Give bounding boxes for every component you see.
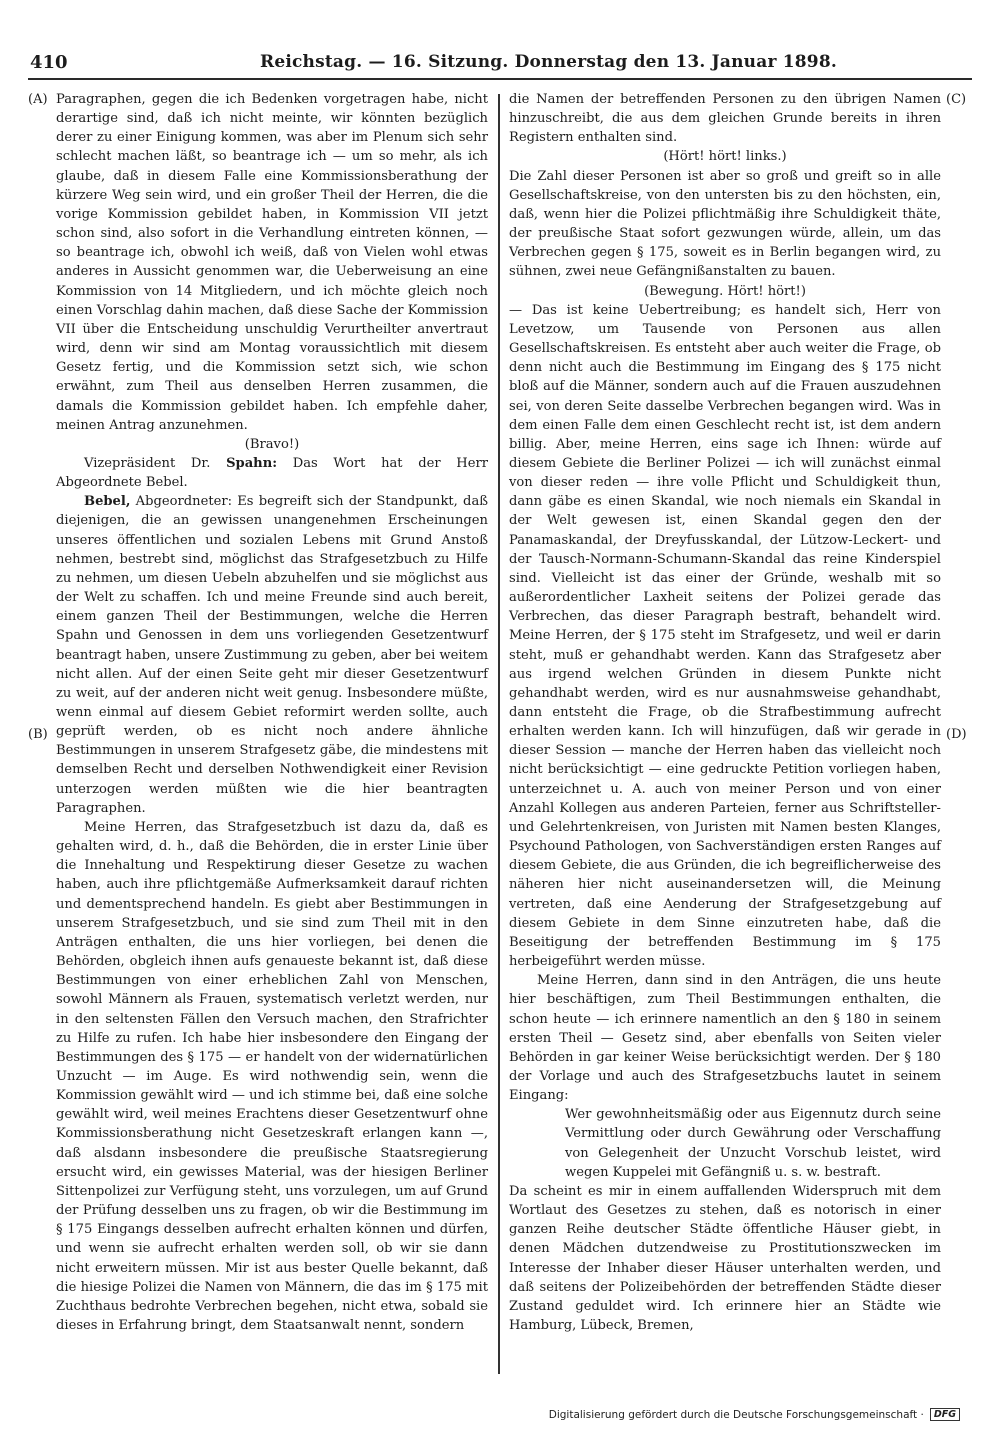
column-divider [498,94,500,1374]
page-header [30,52,970,80]
speaker-name: Spahn: [226,455,278,471]
speaker-name: Bebel, [84,494,131,510]
speaker-announcement [56,454,488,492]
law-quote: Wer gewohnheitsmäßig oder aus Eigennutz durch seine Vermittlung oder durch Gewährung oder Verschaffung von Gelegenheit der Unzucht Vorschub leistet, wird wegen Kuppelei mit Gefängniß u. s. w. bestraft. [565,1107,941,1180]
paragraph: die Namen der betreffenden Personen zu den übrigen Namen hinzuschreibt, die aus dem gleichen Grunde bereits in ihren Registern enthalten sind. [509,92,941,146]
header-rule [28,78,972,80]
margin-marker-b: (B) [28,727,48,742]
announcement-text: Das Wort hat der Herr Abgeordnete Bebel. [56,455,488,491]
margin-marker-d: (D) [946,727,967,742]
right-column [509,90,941,1335]
speech-paragraph [56,492,488,818]
paragraph: Die Zahl dieser Personen ist aber so groß und greift so in alle Gesellschaftskreise, von den untersten bis zu den höchsten, ein, daß, wenn hier die Polizei pflichtmäßig ihre Schuldigkeit thäte, der preußische Staat sofort gezwungen würde, allein, um das Verbrechen gegen § 175, soweit es in Berlin begangen wird, zu sühnen, zwei neue Gefängnißanstalten zu bauen. [509,168,941,280]
speech-text: Abgeordneter: Es begreift sich der Standpunkt, daß diejenigen, die an gewissen unangenehmen Erscheinungen unseres öffentlichen und sozialen Lebens mit Grund Anstoß nehmen, bestrebt sind, möglichst das Strafgesetzbuch zu Hilfe zu nehmen, um diesen Uebeln abzuhelfen und sie möglichst aus der Welt zu schaffen. Ich und meine Freunde sind auch bereit, einem ganzen Theil der Bestimmungen, welche die Herren Spahn und Genossen in dem uns vorliegenden Gesetzentwurf beantragt haben, unsere Zustimmung zu geben, aber bei weitem nicht allen. Auf der einen Seite geht mir dieser Gesetzentwurf zu weit, auf der anderen nicht weit genug. Insbesondere müßte, wenn einmal auf diesem Gebiet reformirt werden sollte, auch geprüft werden, ob es nicht noch andere ähnliche Bestimmungen in unserem Strafgesetz gäbe, die mindestens mit demselben Recht und derselben Nothwendigkeit einer Revision unterzogen werden müßten wie die hier beantragten Paragraphen. [56,494,488,816]
interjection: (Bravo!) [244,436,300,452]
page-number: 410 [30,52,68,73]
interjection: (Bewegung. Hört! hört!) [644,283,806,299]
margin-marker-a: (A) [28,92,48,107]
running-title: Reichstag. — 16. Sitzung. Donnerstag den 13. Januar 1898. [260,52,837,72]
paragraph: Meine Herren, dann sind in den Anträgen, die uns heute hier beschäftigen, zum Theil Bestimmungen enthalten, die schon heute — ich erinnere namentlich an den § 180 in seinem ersten Theil — Gesetz sind, aber ebenfalls von Seiten vieler Behörden in gar keiner Weise berücksichtigt werden. Der § 180 der Vorlage und auch des Strafgesetzbuchs lautet in seinem Eingang: [509,973,941,1104]
digitization-footer [549,1408,960,1421]
footer-text: Digitalisierung gefördert durch die Deutsche Forschungsgemeinschaft · [548,1408,924,1421]
paragraph: Meine Herren, das Strafgesetzbuch ist dazu da, daß es gehalten wird, d. h., daß die Behörden, die in erster Linie über die Innehaltung und Respektirung dieser Gesetze zu wachen haben, auch ihre pflichtgemäße Aufmerksamkeit darauf richten und dementsprechend handeln. Es giebt aber Bestimmungen in unserem Strafgesetzbuch, und sie sind zum Theil mit in den Anträgen enthalten, die uns hier vorliegen, bei denen die Behörden, obgleich ihnen aufs genaueste bekannt ist, daß diese Bestimmungen von einer erheblichen Zahl von Menschen, sowohl Männern als Frauen, systematisch verletzt werden, nur in den seltensten Fällen den Versuch machen, den Strafrichter zu Hilfe zu rufen. Ich habe hier insbesondere den Eingang der Bestimmungen des § 175 — er handelt von der widernatürlichen Unzucht — im Auge. Es wird nothwendig sein, wenn die Kommission gewählt wird — und ich stimme bei, daß eine solche gewählt wird, weil meines Erachtens dieser Gesetzentwurf ohne Kommissionsberathung nicht Gesetzeskraft erlangen kann —, daß alsdann insbesondere die preußische Staatsregierung ersucht wird, ein gewisses Material, was der hiesigen Berliner Sittenpolizei zur Verfügung steht, uns vorzulegen, um auf Grund der Prüfung desselben uns zu fragen, ob wir die Bestimmung im § 175 Eingangs desselben aufrecht erhalten können und dürfen, und wenn sie aufrecht erhalten werden soll, ob wir sie dann nicht erweitern müssen. Mir ist aus bester Quelle bekannt, daß die hiesige Polizei die Namen von Männern, die das im § 175 mit Zuchthaus bedrohte Verbrechen begehen, nicht etwa, sobald sie dieses in Erfahrung bringt, dem Staatsanwalt nennt, sondern [56,819,488,1333]
dfg-logo: DFG [930,1408,960,1421]
paragraph: Da scheint es mir in einem auffallenden Widerspruch mit dem Wortlaut des Gesetzes zu stehen, daß es notorisch in einer ganzen Reihe deutscher Städte öffentliche Häuser giebt, in denen Mädchen dutzendweise zu Prostitutionszwecken im Interesse der Inhaber dieser Häuser unterhalten werden, und daß seitens der Polizeibehörden der betreffenden Städte dieser Zustand geduldet wird. Ich erinnere hier an Städte wie Hamburg, Lübeck, Bremen, [509,1183,941,1333]
margin-marker-c: (C) [946,92,967,107]
paragraph: — Das ist keine Uebertreibung; es handelt sich, Herr von Levetzow, um Tausende von Personen aus allen Gesellschaftskreisen. Es entsteht aber auch weiter die Frage, ob denn nicht auch die Bestimmung im Eingang des § 175 nicht bloß auf die Männer, sondern auch auf die Frauen auszudehnen sei, von deren Seite dasselbe Verbrechen begangen wird. Was in dem einen Falle dem einen Geschlecht recht ist, ist dem andern billig. Aber, meine Herren, eins sage ich Ihnen: würde auf diesem Gebiete die Berliner Polizei — ich will zunächst einmal von dieser reden — ihre volle Pflicht und Schuldigkeit thun, dann gäbe es einen Skandal, wie noch niemals ein Skandal in der Welt gewesen ist, einen Skandal gegen den der Panamaskandal, der Dreyfusskandal, der Lützow-Leckert- und der Tausch-Normann-Schumann-Skandal das reine Kinderspiel sind. Vielleicht ist das einer der Gründe, weshalb mit so außerordentlicher Laxheit seitens der Polizei gerade das Verbrechen, das dieser Paragraph bestraft, behandelt wird. Meine Herren, der § 175 steht im Strafgesetz, und weil er darin steht, muß er gehandhabt werden. Kann das Strafgesetz aber aus irgend welchen Gründen in diesem Punkte nicht gehandhabt werden, wird es nur ausnahmsweise gehandhabt, dann entsteht die Frage, ob die Strafbestimmung aufrecht erhalten werden kann. Ich will hinzufügen, daß wir gerade in dieser Session — manche der Herren haben das vielleicht noch nicht berücksichtigt — eine gedruckte Petition vorliegen haben, unterzeichnet u. A. auch von meiner Person und von einer Anzahl Kollegen aus anderen Parteien, ferner aus Schriftsteller- und Gelehrtenkreisen, von Juristen mit Namen besten Klanges, Psychound Pathologen, von Sachverständigen ersten Ranges auf diesem Gebiete, die aus Gründen, die ich begreiflicherweise des näheren hier nicht auseinandersetzen will, die Meinung vertreten, daß eine Aenderung der Strafgesetzgebung auf diesem Gebiete in dem Sinne einzutreten habe, daß die Beseitigung der betreffenden Bestimmung im § 175 herbeigeführt werden müsse. [509,302,941,970]
interjection: (Hört! hört! links.) [663,149,787,165]
left-column [56,90,488,1335]
paragraph: Paragraphen, gegen die ich Bedenken vorgetragen habe, nicht derartige sind, daß ich nicht meinte, wir könnten bezüglich derer zu einer Einigung kommen, was aber im Plenum sich sehr schlecht machen läßt, so beantrage ich — um so mehr, als ich glaube, daß in diesem Falle eine Kommissionsberathung der kürzere Weg sein wird, und ein großer Theil der Herren, die die vorige Kommission gebildet haben, in Kommission VII jetzt schon sind, also sofort in die Verhandlung eintreten können, — so beantrage ich, obwohl ich weiß, daß von Vielen wohl etwas anderes in Aussicht genommen war, die Ueberweisung an eine Kommission von 14 Mitgliedern, und ich möchte gleich noch einen Vorschlag dahin machen, daß diese Sache der Kommission VII über die Entscheidung unschuldig Verurtheilter anvertraut wird, denn wir sind am Montag voraussichtlich mit diesem Gesetz fertig, und die Kommission setzt sich, wie schon erwähnt, zum Theil aus denselben Herren zusammen, die damals die Kommission gebildet haben. Ich empfehle daher, meinen Antrag anzunehmen. [56,92,488,433]
speaker-role: Vizepräsident Dr. [84,455,227,471]
